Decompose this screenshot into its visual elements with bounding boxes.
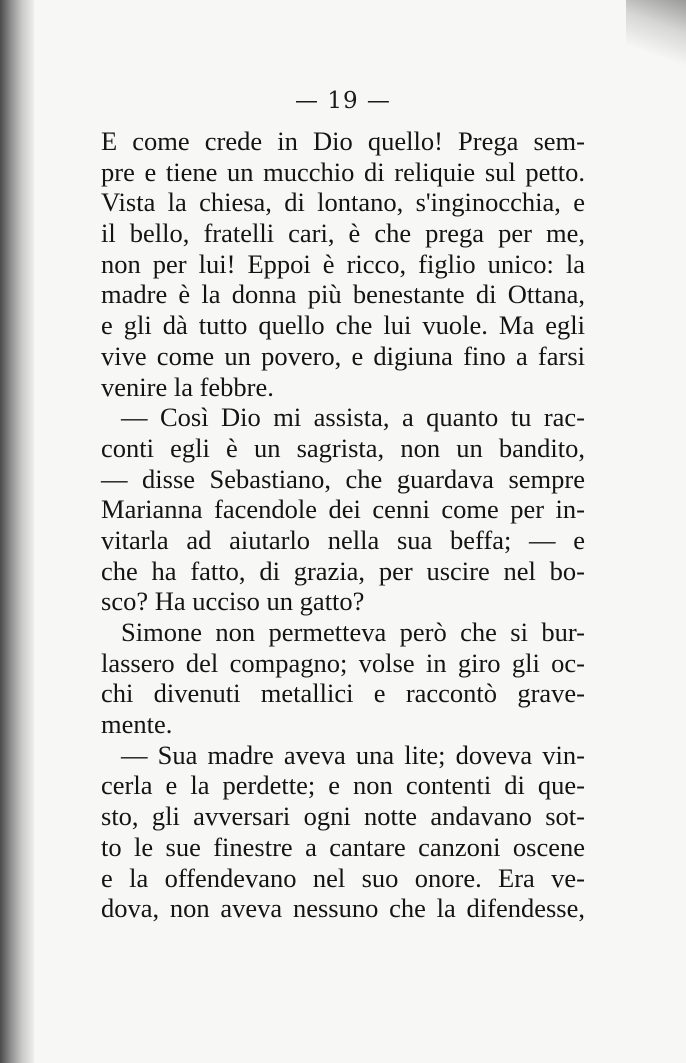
text-line: Marianna facendole dei cenni come per in- <box>101 494 585 525</box>
page-number: — 19 — <box>295 88 391 114</box>
text-line: conti egli è un sagrista, non un bandito, <box>101 432 585 463</box>
text-line: lassero del compagno; volse in giro gli oc- <box>101 647 585 678</box>
text-line: — disse Sebastiano, che guardava sempre <box>101 463 585 494</box>
text-line: — Così Dio mi assista, a quanto tu rac- <box>121 402 585 433</box>
page-corner-shadow <box>626 0 686 90</box>
text-line: venire la febbre. <box>101 371 274 402</box>
text-line: mente. <box>101 709 173 740</box>
text-line: madre è la donna più benestante di Ottana, <box>101 279 585 310</box>
text-line: to le sue finestre a cantare canzoni oscene <box>101 831 585 862</box>
text-line: dova, non aveva nessuno che la difendesse, <box>101 893 585 924</box>
text-line: cerla e la perdette; e non contenti di que- <box>101 770 585 801</box>
text-line: e la offendevano nel suo onore. Era ve- <box>101 862 585 893</box>
text-line: il bello, fratelli cari, è che prega per me, <box>101 218 585 249</box>
text-line: vitarla ad aiutarlo nella sua beffa; — e <box>101 524 585 555</box>
text-line: che ha fatto, di grazia, per uscire nel bo- <box>101 555 585 586</box>
text-line: e gli dà tutto quello che lui vuole. Ma egli <box>101 310 585 341</box>
text-line: — Sua madre aveva una lite; doveva vin- <box>121 739 585 770</box>
text-line: non per lui! Eppoi è ricco, figlio unico: la <box>101 248 585 279</box>
text-line: Simone non permetteva però che si bur- <box>121 617 585 647</box>
text-line: sco? Ha ucciso un gatto? <box>101 586 365 617</box>
body-text <box>101 126 585 924</box>
text-line: chi divenuti metallici e raccontò grave- <box>101 678 585 709</box>
page-binding-shadow <box>0 0 34 1063</box>
text-line: Vista la chiesa, di lontano, s'inginocchia, e <box>101 187 585 218</box>
text-line: sto, gli avversari ogni notte andavano sot- <box>101 801 585 832</box>
text-line: E come crede in Dio quello! Prega sem- <box>101 126 585 156</box>
text-line: vive come un povero, e digiuna fino a farsi <box>101 340 585 371</box>
text-line: pre e tiene un mucchio di reliquie sul petto. <box>101 156 585 187</box>
